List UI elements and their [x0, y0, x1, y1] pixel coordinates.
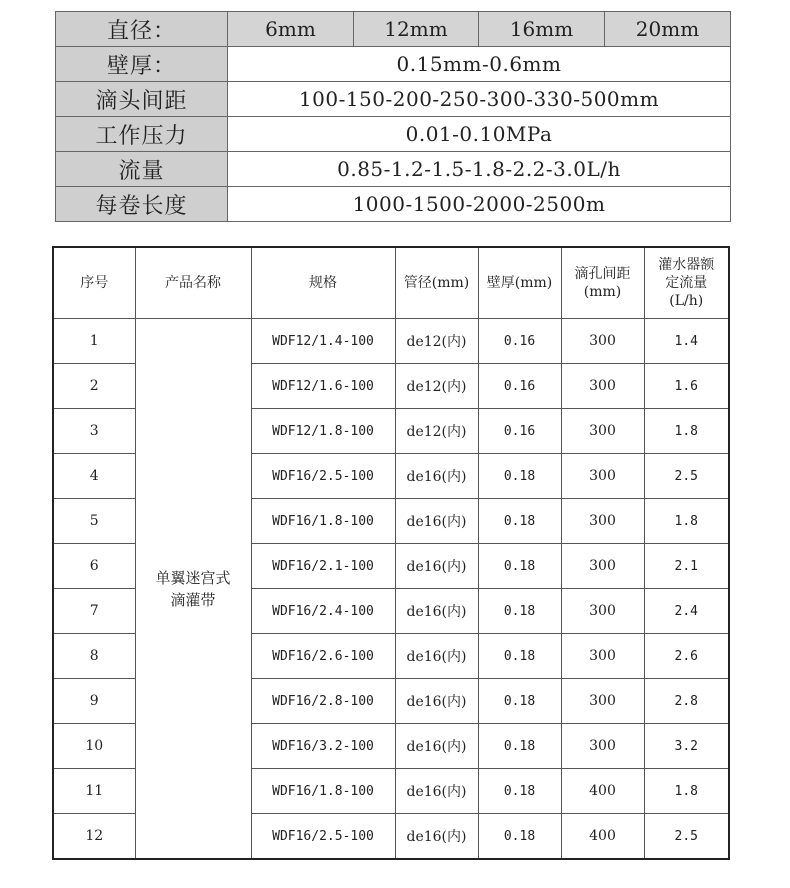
spec-value-pressure: 0.01-0.10MPa — [228, 117, 731, 152]
row-seq: 3 — [53, 409, 135, 454]
row-hole: 400 — [561, 769, 644, 814]
row-pipe: de16(内) — [395, 454, 478, 499]
row-flow: 1.6 — [644, 364, 729, 409]
row-flow: 1.8 — [644, 409, 729, 454]
header-flow-line1: 灌水器额 — [658, 257, 715, 273]
spec-row-length — [56, 187, 731, 222]
row-spec: WDF16/2.1-100 — [251, 544, 395, 589]
spec-row-diameter — [56, 12, 731, 47]
row-seq: 9 — [53, 679, 135, 724]
spec-table — [55, 11, 731, 222]
row-wall: 0.16 — [478, 319, 561, 364]
header-wall: 壁厚(mm) — [478, 247, 561, 319]
row-spec: WDF16/2.6-100 — [251, 634, 395, 679]
spec-row-wall — [56, 47, 731, 82]
row-spec: WDF16/2.5-100 — [251, 814, 395, 860]
row-flow: 2.1 — [644, 544, 729, 589]
row-wall: 0.16 — [478, 364, 561, 409]
row-flow: 2.5 — [644, 814, 729, 860]
row-hole: 300 — [561, 634, 644, 679]
row-pipe: de16(内) — [395, 544, 478, 589]
header-pipe: 管径(mm) — [395, 247, 478, 319]
spec-label-pressure: 工作压力 — [56, 117, 228, 152]
header-flow — [644, 247, 729, 319]
spec-diameter-12: 12mm — [354, 12, 479, 47]
row-hole: 400 — [561, 814, 644, 860]
spec-value-spacing: 100-150-200-250-300-330-500mm — [228, 82, 731, 117]
row-wall: 0.18 — [478, 814, 561, 860]
row-pipe: de16(内) — [395, 814, 478, 860]
row-spec: WDF16/2.8-100 — [251, 679, 395, 724]
spec-row-spacing — [56, 82, 731, 117]
row-pipe: de16(内) — [395, 589, 478, 634]
row-seq: 4 — [53, 454, 135, 499]
row-seq: 12 — [53, 814, 135, 860]
header-seq: 序号 — [53, 247, 135, 319]
row-spec: WDF12/1.6-100 — [251, 364, 395, 409]
row-wall: 0.18 — [478, 454, 561, 499]
spec-label-flow: 流量 — [56, 152, 228, 187]
header-flow-line3: (L/h) — [669, 293, 704, 309]
row-wall: 0.18 — [478, 589, 561, 634]
row-spec: WDF16/3.2-100 — [251, 724, 395, 769]
spec-value-length: 1000-1500-2000-2500m — [228, 187, 731, 222]
row-wall: 0.18 — [478, 634, 561, 679]
row-seq: 2 — [53, 364, 135, 409]
row-wall: 0.18 — [478, 769, 561, 814]
product-table-header — [53, 247, 729, 319]
row-pipe: de16(内) — [395, 634, 478, 679]
row-wall: 0.18 — [478, 724, 561, 769]
row-seq: 8 — [53, 634, 135, 679]
product-name-line1: 单翼迷宫式 — [155, 568, 231, 587]
row-wall: 0.16 — [478, 409, 561, 454]
row-flow: 2.8 — [644, 679, 729, 724]
row-pipe: de12(内) — [395, 319, 478, 364]
header-hole-line1: 滴孔间距 — [574, 266, 631, 282]
row-flow: 1.8 — [644, 499, 729, 544]
row-seq: 7 — [53, 589, 135, 634]
spec-row-flow — [56, 152, 731, 187]
row-wall: 0.18 — [478, 544, 561, 589]
header-hole — [561, 247, 644, 319]
row-spec: WDF16/1.8-100 — [251, 769, 395, 814]
row-hole: 300 — [561, 679, 644, 724]
row-seq: 11 — [53, 769, 135, 814]
row-hole: 300 — [561, 499, 644, 544]
row-spec: WDF12/1.8-100 — [251, 409, 395, 454]
row-pipe: de12(内) — [395, 409, 478, 454]
row-flow: 1.8 — [644, 769, 729, 814]
row-hole: 300 — [561, 544, 644, 589]
spec-value-flow: 0.85-1.2-1.5-1.8-2.2-3.0L/h — [228, 152, 731, 187]
row-flow: 3.2 — [644, 724, 729, 769]
row-pipe: de16(内) — [395, 499, 478, 544]
row-pipe: de16(内) — [395, 724, 478, 769]
spec-label-wall: 壁厚： — [56, 47, 228, 82]
spec-diameter-6: 6mm — [228, 12, 354, 47]
row-flow: 1.4 — [644, 319, 729, 364]
row-hole: 300 — [561, 409, 644, 454]
header-hole-line2: (mm) — [583, 284, 622, 300]
product-name-line2: 滴灌带 — [170, 590, 216, 609]
row-wall: 0.18 — [478, 499, 561, 544]
spec-diameter-16: 16mm — [479, 12, 605, 47]
row-hole: 300 — [561, 454, 644, 499]
row-flow: 2.6 — [644, 634, 729, 679]
row-wall: 0.18 — [478, 679, 561, 724]
spec-label-length: 每卷长度 — [56, 187, 228, 222]
row-pipe: de16(内) — [395, 679, 478, 724]
spec-label-spacing: 滴头间距 — [56, 82, 228, 117]
row-pipe: de16(内) — [395, 769, 478, 814]
row-flow: 2.4 — [644, 589, 729, 634]
header-name: 产品名称 — [135, 247, 251, 319]
product-table — [52, 246, 730, 860]
product-name-cell — [135, 319, 251, 860]
row-spec: WDF12/1.4-100 — [251, 319, 395, 364]
row-hole: 300 — [561, 589, 644, 634]
header-flow-line2: 定流量 — [665, 275, 708, 291]
row-spec: WDF16/2.5-100 — [251, 454, 395, 499]
row-hole: 300 — [561, 364, 644, 409]
spec-label-diameter: 直径： — [56, 12, 228, 47]
spec-diameter-20: 20mm — [605, 12, 731, 47]
row-hole: 300 — [561, 724, 644, 769]
spec-row-pressure — [56, 117, 731, 152]
row-seq: 5 — [53, 499, 135, 544]
row-spec: WDF16/1.8-100 — [251, 499, 395, 544]
row-flow: 2.5 — [644, 454, 729, 499]
row-pipe: de12(内) — [395, 364, 478, 409]
header-spec: 规格 — [251, 247, 395, 319]
table-row — [53, 319, 729, 364]
row-hole: 300 — [561, 319, 644, 364]
spec-value-wall: 0.15mm-0.6mm — [228, 47, 731, 82]
row-seq: 6 — [53, 544, 135, 589]
product-table-body — [53, 319, 729, 860]
row-seq: 1 — [53, 319, 135, 364]
row-spec: WDF16/2.4-100 — [251, 589, 395, 634]
row-seq: 10 — [53, 724, 135, 769]
